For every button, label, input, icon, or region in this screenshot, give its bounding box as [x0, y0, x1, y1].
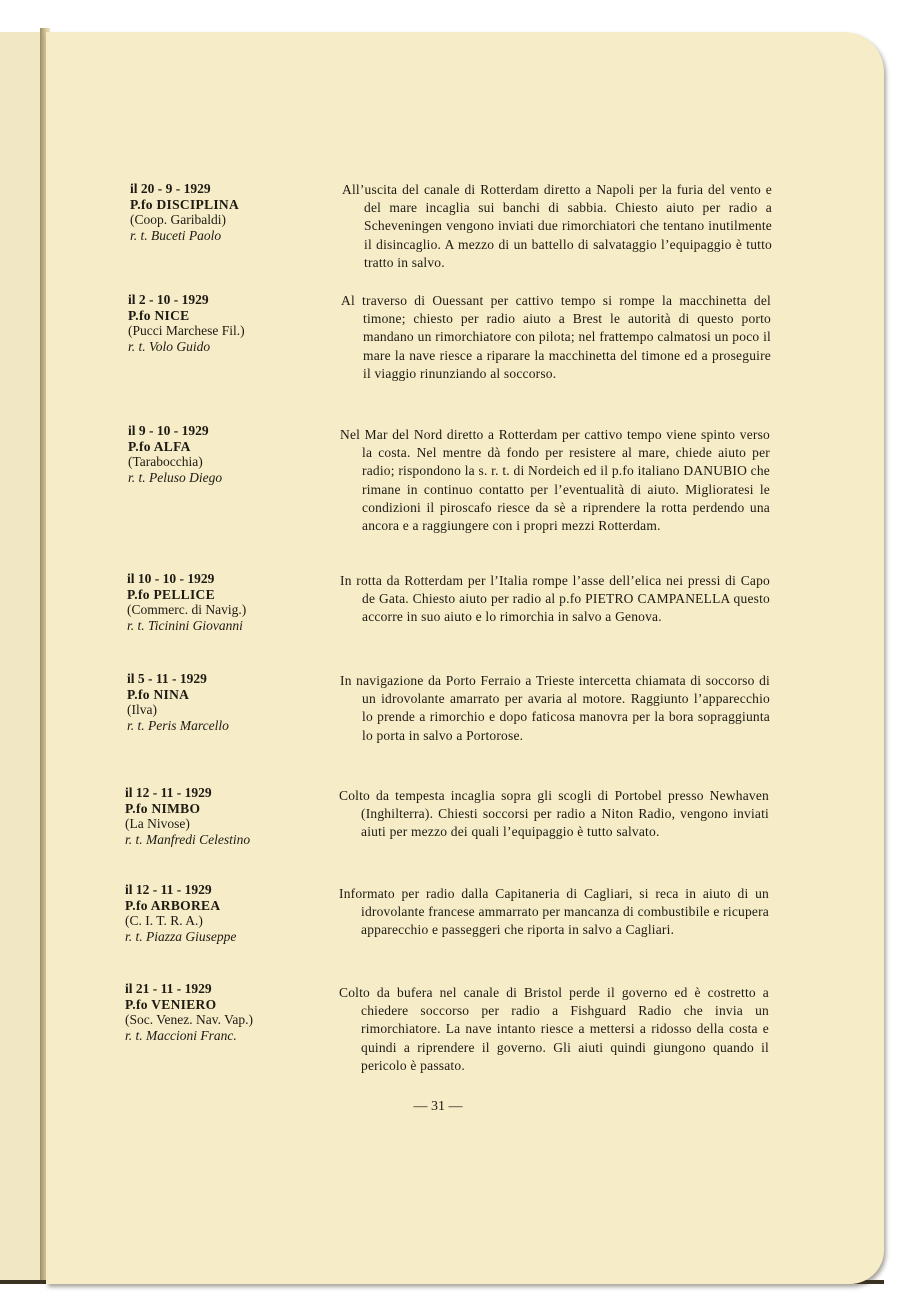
entry-date: il 5 - 11 - 1929 [127, 671, 207, 686]
entry-text: Al traverso di Ouessant per cattivo tempo si rompe la macchinetta del timone; chiesto per radio aiuto a Brest le autorità di questo porto mandano un rimorchiatore con pilota; nel frattempo calmatosi un poco il mare la nave riesce a riparare la macchinetta del timone ed a proseguire il viaggio rinunziando al soccorso. [341, 293, 771, 381]
entry-header [128, 423, 318, 485]
entry-ship: P.fo DISCIPLINA [130, 196, 240, 212]
entry-owner: (Commerc. di Navig.) [127, 602, 247, 617]
entry-captain: r. t. Piazza Giuseppe [125, 928, 237, 944]
entry-ship: P.fo ALFA [128, 438, 191, 454]
entry-text: In rotta da Rotterdam per l’Italia rompe l’asse dell’elica nei pressi di Capo de Gata. Chiesto aiuto per radio al p.fo PIETRO CAMPANELLA questo accorre in suo aiuto e lo rimorchia in salvo a Genova. [340, 573, 770, 625]
entry-header [125, 882, 315, 944]
entry-text: In navigazione da Porto Ferraio a Trieste intercetta chiamata di soccorso di un idrovolante amarrato per avaria al motore. Raggiunto l’apparecchio lo prende a rimorchio e dopo faticosa manovra per la bora sopraggiunta lo porta in salvo a Portorose. [340, 673, 770, 743]
entry-ship: P.fo PELLICE [127, 586, 215, 602]
entry-owner: (Ilva) [127, 702, 157, 717]
entry-header [125, 785, 315, 847]
entry-captain: r. t. Manfredi Celestino [125, 831, 251, 847]
entry-text: Informato per radio dalla Capitaneria di Cagliari, si reca in aiuto di un idrovolante francese ammarrato per mancanza di combustibile e ricupera apparecchio e passeggeri che riporta in salvo a Cagliari. [339, 886, 769, 938]
entry-header [127, 671, 317, 733]
entry-date: il 12 - 11 - 1929 [125, 785, 212, 800]
entry-owner: (Pucci Marchese Fil.) [128, 323, 245, 338]
previous-page-edge [0, 32, 45, 1280]
entry-captain: r. t. Volo Guido [128, 338, 211, 354]
entry-text: Colto da bufera nel canale di Bristol perde il governo ed è costretto a chiedere soccorso per radio a Fishguard Radio che invia un rimorchiatore. La nave intanto riesce a mettersi a ridosso della costa e quindi a riprendere il governo. Gli aiuti quindi giungono quando il pericolo è passato. [339, 985, 769, 1073]
entry-owner: (Soc. Venez. Nav. Vap.) [125, 1012, 253, 1027]
entry-ship: P.fo NINA [127, 686, 190, 702]
page-number: — 31 — [413, 1099, 463, 1114]
entry-ship: P.fo NIMBO [125, 800, 201, 816]
entry-captain: r. t. Ticinini Giovanni [127, 617, 243, 633]
entry-header [127, 571, 317, 633]
entry-owner: (C. I. T. R. A.) [125, 913, 203, 928]
entry-captain: r. t. Buceti Paolo [130, 227, 222, 243]
entry-text: All’uscita del canale di Rotterdam diretto a Napoli per la furia del vento e del mare incaglia sui banchi di sabbia. Chiesto aiuto per radio a Scheveningen vengono inviati due rimorchiatori che tentano inutilmente il disincaglio. A mezzo di un battello di salvataggio l’equipaggio è tutto tratto in salvo. [342, 182, 772, 270]
entry-ship: P.fo ARBOREA [125, 897, 221, 913]
entry-header [130, 181, 320, 243]
entry-captain: r. t. Peris Marcello [127, 717, 229, 733]
entry-date: il 10 - 10 - 1929 [127, 571, 215, 586]
entry-owner: (La Nivose) [125, 816, 190, 831]
entry-captain: r. t. Maccioni Franc. [125, 1027, 237, 1043]
entry-owner: (Coop. Garibaldi) [130, 212, 226, 227]
entry-header [128, 292, 318, 354]
entry-captain: r. t. Peluso Diego [128, 469, 223, 485]
entry-ship: P.fo NICE [128, 307, 190, 323]
entry-date: il 21 - 11 - 1929 [125, 981, 212, 996]
entry-date: il 9 - 10 - 1929 [128, 423, 209, 438]
entry-ship: P.fo VENIERO [125, 996, 217, 1012]
entry-owner: (Tarabocchia) [128, 454, 203, 469]
entry-date: il 20 - 9 - 1929 [130, 181, 211, 196]
entry-date: il 12 - 11 - 1929 [125, 882, 212, 897]
entry-date: il 2 - 10 - 1929 [128, 292, 209, 307]
entry-header [125, 981, 315, 1043]
entry-text: Colto da tempesta incaglia sopra gli scogli di Portobel presso Newhaven (Inghilterra). Chiesti soccorsi per radio a Niton Radio, vengono inviati aiuti per mezzo dei quali l’equipaggio è tutto salvato. [339, 788, 769, 840]
entry-text: Nel Mar del Nord diretto a Rotterdam per cattivo tempo viene spinto verso la costa. Nel mentre dà fondo per resistere al mare, chiede aiuto per radio; rispondono la s. r. t. di Nordeich ed il p.fo italiano DANUBIO che rimane in continuo contatto per l’eventualità di aiuto. Miglioratesi le condizioni il piroscafo riesce da sè a riprendere la rotta perdendo una ancora e a raggiungere con i propri mezzi Rotterdam. [340, 427, 770, 534]
